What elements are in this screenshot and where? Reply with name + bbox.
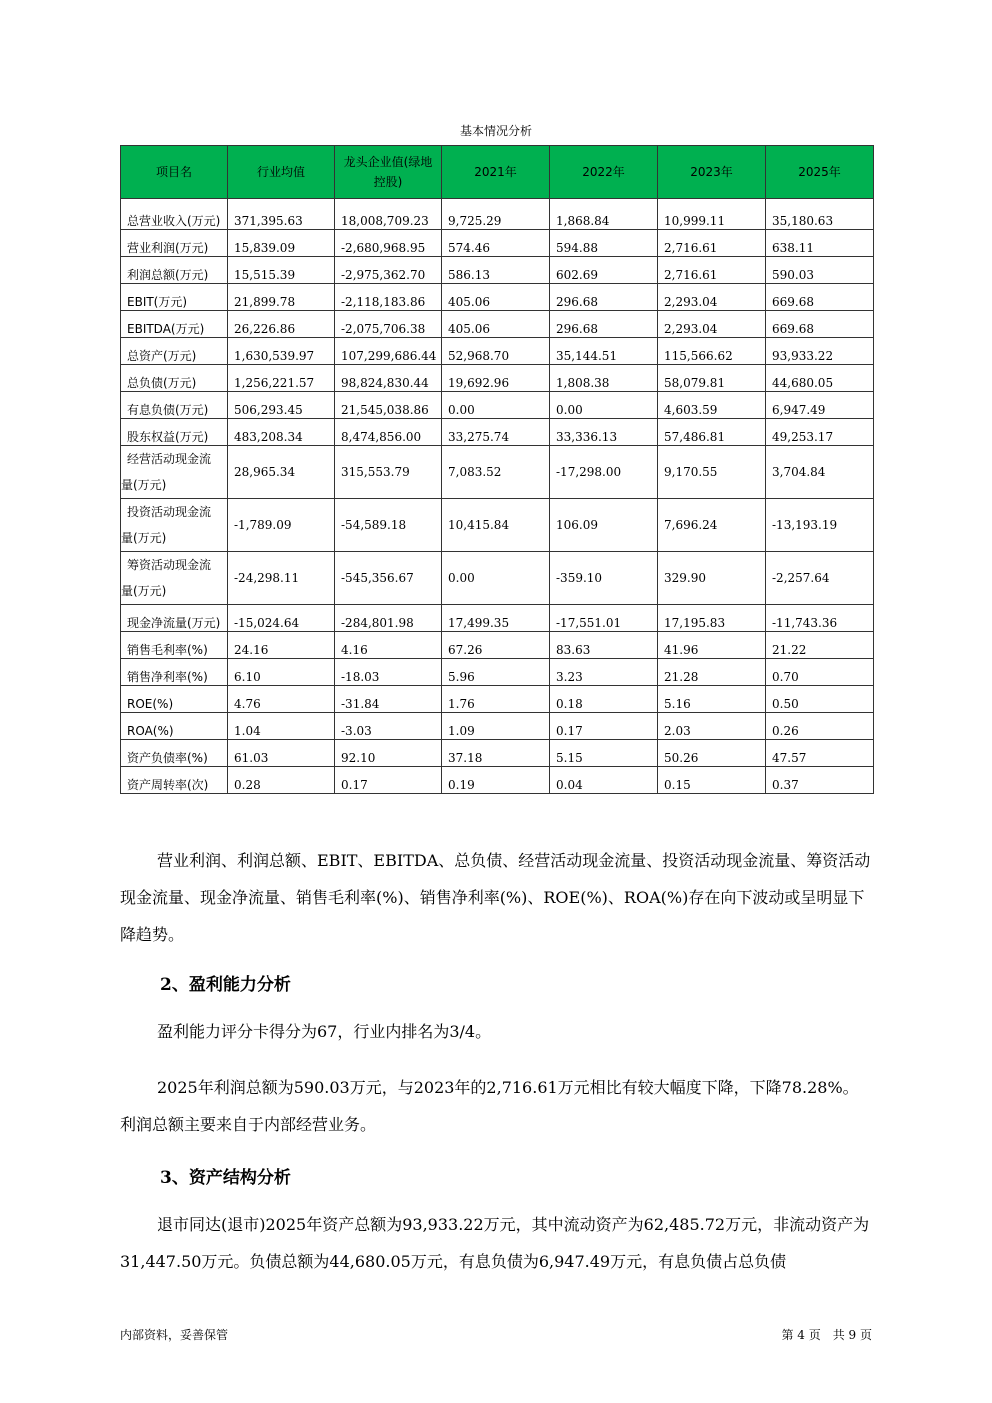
table-cell: 0.18 [550,686,658,713]
trend-text: 营业利润、利润总额、EBIT、EBITDA、总负债、经营活动现金流量、投资活动现金流量、筹资活动现金流量、现金净流量、销售毛利率(%)、销售净利率(%)、ROE(%)、ROA(%)存在向下波动或呈明显下降趋势。 [120,851,871,944]
table-cell: -1,789.09 [228,499,335,552]
table-row [121,230,874,257]
table-cell: 3,704.84 [766,446,874,499]
header-2025: 2025年 [766,146,874,199]
row-label: 利润总额(万元) [121,257,228,284]
row-label: 现金净流量(万元) [121,605,228,632]
table-cell: 0.37 [766,767,874,794]
row-label-line-2: 量(万元) [121,478,167,492]
table-cell: 669.68 [766,284,874,311]
profit-score-text: 盈利能力评分卡得分为67，行业内排名为3/4。 [157,1022,492,1041]
table-cell: -31.84 [335,686,442,713]
table-row [121,446,874,499]
table-row [121,257,874,284]
table-cell: 41.96 [658,632,766,659]
table-cell: 4.16 [335,632,442,659]
table-cell: 0.04 [550,767,658,794]
table-cell: 47.57 [766,740,874,767]
table-row [121,338,874,365]
table-cell: 0.15 [658,767,766,794]
table-cell: -3.03 [335,713,442,740]
table-cell: -24,298.11 [228,552,335,605]
table-cell: 2,716.61 [658,230,766,257]
table-cell: 33,336.13 [550,419,658,446]
table-cell: 669.68 [766,311,874,338]
table-cell: 24.16 [228,632,335,659]
table-caption: 基本情况分析 [459,124,532,138]
table-cell: 1.76 [442,686,550,713]
table-cell: 1,868.84 [550,199,658,230]
table-cell: 1,630,539.97 [228,338,335,365]
table-cell: 2,293.04 [658,284,766,311]
table-row [121,659,874,686]
table-cell: 44,680.05 [766,365,874,392]
table-cell: 296.68 [550,311,658,338]
table-cell: 67.26 [442,632,550,659]
table-row [121,392,874,419]
header-2023: 2023年 [658,146,766,199]
table-cell: 93,933.22 [766,338,874,365]
table-cell: -18.03 [335,659,442,686]
row-label: ROA(%) [121,713,228,740]
table-cell: -54,589.18 [335,499,442,552]
table-cell: 49,253.17 [766,419,874,446]
table-cell: 0.00 [550,392,658,419]
trend-paragraph [120,842,872,953]
table-cell: 21.28 [658,659,766,686]
table-cell: 26,226.86 [228,311,335,338]
table-cell: 4,603.59 [658,392,766,419]
table-cell: 574.46 [442,230,550,257]
table-cell: 590.03 [766,257,874,284]
table-cell: 33,275.74 [442,419,550,446]
profit-trend-text: 2025年利润总额为590.03万元，与2023年的2,716.61万元相比有较大幅度下降，下降78.28%。利润总额主要来自于内部经营业务。 [120,1078,859,1134]
table-cell: 21,545,038.86 [335,392,442,419]
table-cell: 37.18 [442,740,550,767]
row-label [121,446,228,499]
footer-page-number: 第 4 页 共 9 页 [781,1328,872,1342]
table-cell: 61.03 [228,740,335,767]
table-row [121,767,874,794]
table-cell: 1.04 [228,713,335,740]
table-cell: 4.76 [228,686,335,713]
table-cell: 638.11 [766,230,874,257]
header-2021: 2021年 [442,146,550,199]
table-cell: 115,566.62 [658,338,766,365]
table-row [121,499,874,552]
table-cell: -15,024.64 [228,605,335,632]
table-cell: -2,975,362.70 [335,257,442,284]
table-cell: 7,696.24 [658,499,766,552]
table-cell: 405.06 [442,284,550,311]
table-row [121,419,874,446]
footer-confidential: 内部资料，妥善保管 [120,1328,229,1342]
table-cell: 0.70 [766,659,874,686]
row-label: EBIT(万元) [121,284,228,311]
table-cell: 0.00 [442,552,550,605]
table-cell: 107,299,686.44 [335,338,442,365]
table-cell: -11,743.36 [766,605,874,632]
table-cell: 7,083.52 [442,446,550,499]
table-cell: 0.17 [335,767,442,794]
table-cell: 0.28 [228,767,335,794]
table-cell: 5.15 [550,740,658,767]
table-cell: 35,144.51 [550,338,658,365]
table-cell: 58,079.81 [658,365,766,392]
table-cell: 329.90 [658,552,766,605]
table-cell: 2,293.04 [658,311,766,338]
table-cell: -545,356.67 [335,552,442,605]
table-cell: 5.16 [658,686,766,713]
table-cell: -2,075,706.38 [335,311,442,338]
table-cell: -359.10 [550,552,658,605]
table-cell: 315,553.79 [335,446,442,499]
table-row [121,284,874,311]
table-cell: 17,499.35 [442,605,550,632]
row-label: EBITDA(万元) [121,311,228,338]
table-cell: 83.63 [550,632,658,659]
row-label: ROE(%) [121,686,228,713]
table-row [121,686,874,713]
asset-structure-text: 退市同达(退市)2025年资产总额为93,933.22万元，其中流动资产为62,485.72万元，非流动资产为31,447.50万元。负债总额为44,680.05万元，有息负债为6,947.49万元，有息负债占总负债 [120,1215,870,1271]
row-label: 股东权益(万元) [121,419,228,446]
table-cell: 17,195.83 [658,605,766,632]
table-cell: 10,415.84 [442,499,550,552]
section-3-title: 3、资产结构分析 [160,1168,291,1188]
table-row [121,632,874,659]
table-cell: 21.22 [766,632,874,659]
table-cell: 0.26 [766,713,874,740]
table-cell: 92.10 [335,740,442,767]
header-2022: 2022年 [550,146,658,199]
table-cell: 15,839.09 [228,230,335,257]
row-label: 资产周转率(次) [121,767,228,794]
table-cell: 35,180.63 [766,199,874,230]
row-label-line-1: 筹资活动现金流 [127,558,212,572]
table-row [121,199,874,230]
header-industry-avg: 行业均值 [228,146,335,199]
table-cell: 2,716.61 [658,257,766,284]
table-row [121,713,874,740]
table-cell: 18,008,709.23 [335,199,442,230]
table-row [121,605,874,632]
row-label-line-1: 投资活动现金流 [127,505,212,519]
table-cell: -2,257.64 [766,552,874,605]
row-label-line-2: 量(万元) [121,531,167,545]
header-leader-value: 龙头企业值(绿地控股) [335,146,442,199]
table-cell: 483,208.34 [228,419,335,446]
table-row [121,552,874,605]
table-cell: 594.88 [550,230,658,257]
row-label: 总资产(万元) [121,338,228,365]
section-2-title: 2、盈利能力分析 [160,975,291,995]
table-cell: 19,692.96 [442,365,550,392]
row-label-line-2: 量(万元) [121,584,167,598]
table-cell: 371,395.63 [228,199,335,230]
header-item-name: 项目名 [121,146,228,199]
table-cell: -284,801.98 [335,605,442,632]
table-header-row [121,146,874,199]
table-body [121,199,874,794]
table-cell: 586.13 [442,257,550,284]
table-cell: 15,515.39 [228,257,335,284]
row-label [121,499,228,552]
table-cell: 6.10 [228,659,335,686]
row-label: 资产负债率(%) [121,740,228,767]
table-cell: 57,486.81 [658,419,766,446]
section-3-paragraph-1 [120,1206,872,1280]
table-cell: 21,899.78 [228,284,335,311]
table-cell: 0.19 [442,767,550,794]
row-label: 有息负债(万元) [121,392,228,419]
table-cell: 106.09 [550,499,658,552]
table-cell: 8,474,856.00 [335,419,442,446]
table-cell: 602.69 [550,257,658,284]
table-cell: 5.96 [442,659,550,686]
row-label: 总营业收入(万元) [121,199,228,230]
table-cell: 506,293.45 [228,392,335,419]
table-cell: -13,193.19 [766,499,874,552]
table-cell: 10,999.11 [658,199,766,230]
table-row [121,740,874,767]
table-cell: 2.03 [658,713,766,740]
row-label-line-1: 经营活动现金流 [127,452,212,466]
table-cell: 28,965.34 [228,446,335,499]
table-cell: 405.06 [442,311,550,338]
table-cell: 9,725.29 [442,199,550,230]
basic-analysis-table [120,145,874,794]
row-label: 销售毛利率(%) [121,632,228,659]
table-cell: -17,551.01 [550,605,658,632]
table-cell: 296.68 [550,284,658,311]
table-cell: 1,256,221.57 [228,365,335,392]
table-cell: -17,298.00 [550,446,658,499]
table-cell: 9,170.55 [658,446,766,499]
table-cell: 50.26 [658,740,766,767]
table-cell: 0.17 [550,713,658,740]
table-cell: -2,118,183.86 [335,284,442,311]
table-cell: 98,824,830.44 [335,365,442,392]
table-cell: 0.00 [442,392,550,419]
row-label: 营业利润(万元) [121,230,228,257]
table-row [121,311,874,338]
table-cell: 0.50 [766,686,874,713]
table-cell: 3.23 [550,659,658,686]
section-2-paragraph-1 [120,1013,872,1050]
section-2-paragraph-2 [120,1069,872,1143]
table-cell: -2,680,968.95 [335,230,442,257]
row-label: 销售净利率(%) [121,659,228,686]
table-cell: 6,947.49 [766,392,874,419]
table-cell: 52,968.70 [442,338,550,365]
table-cell: 1.09 [442,713,550,740]
row-label [121,552,228,605]
table-cell: 1,808.38 [550,365,658,392]
table-row [121,365,874,392]
row-label: 总负债(万元) [121,365,228,392]
